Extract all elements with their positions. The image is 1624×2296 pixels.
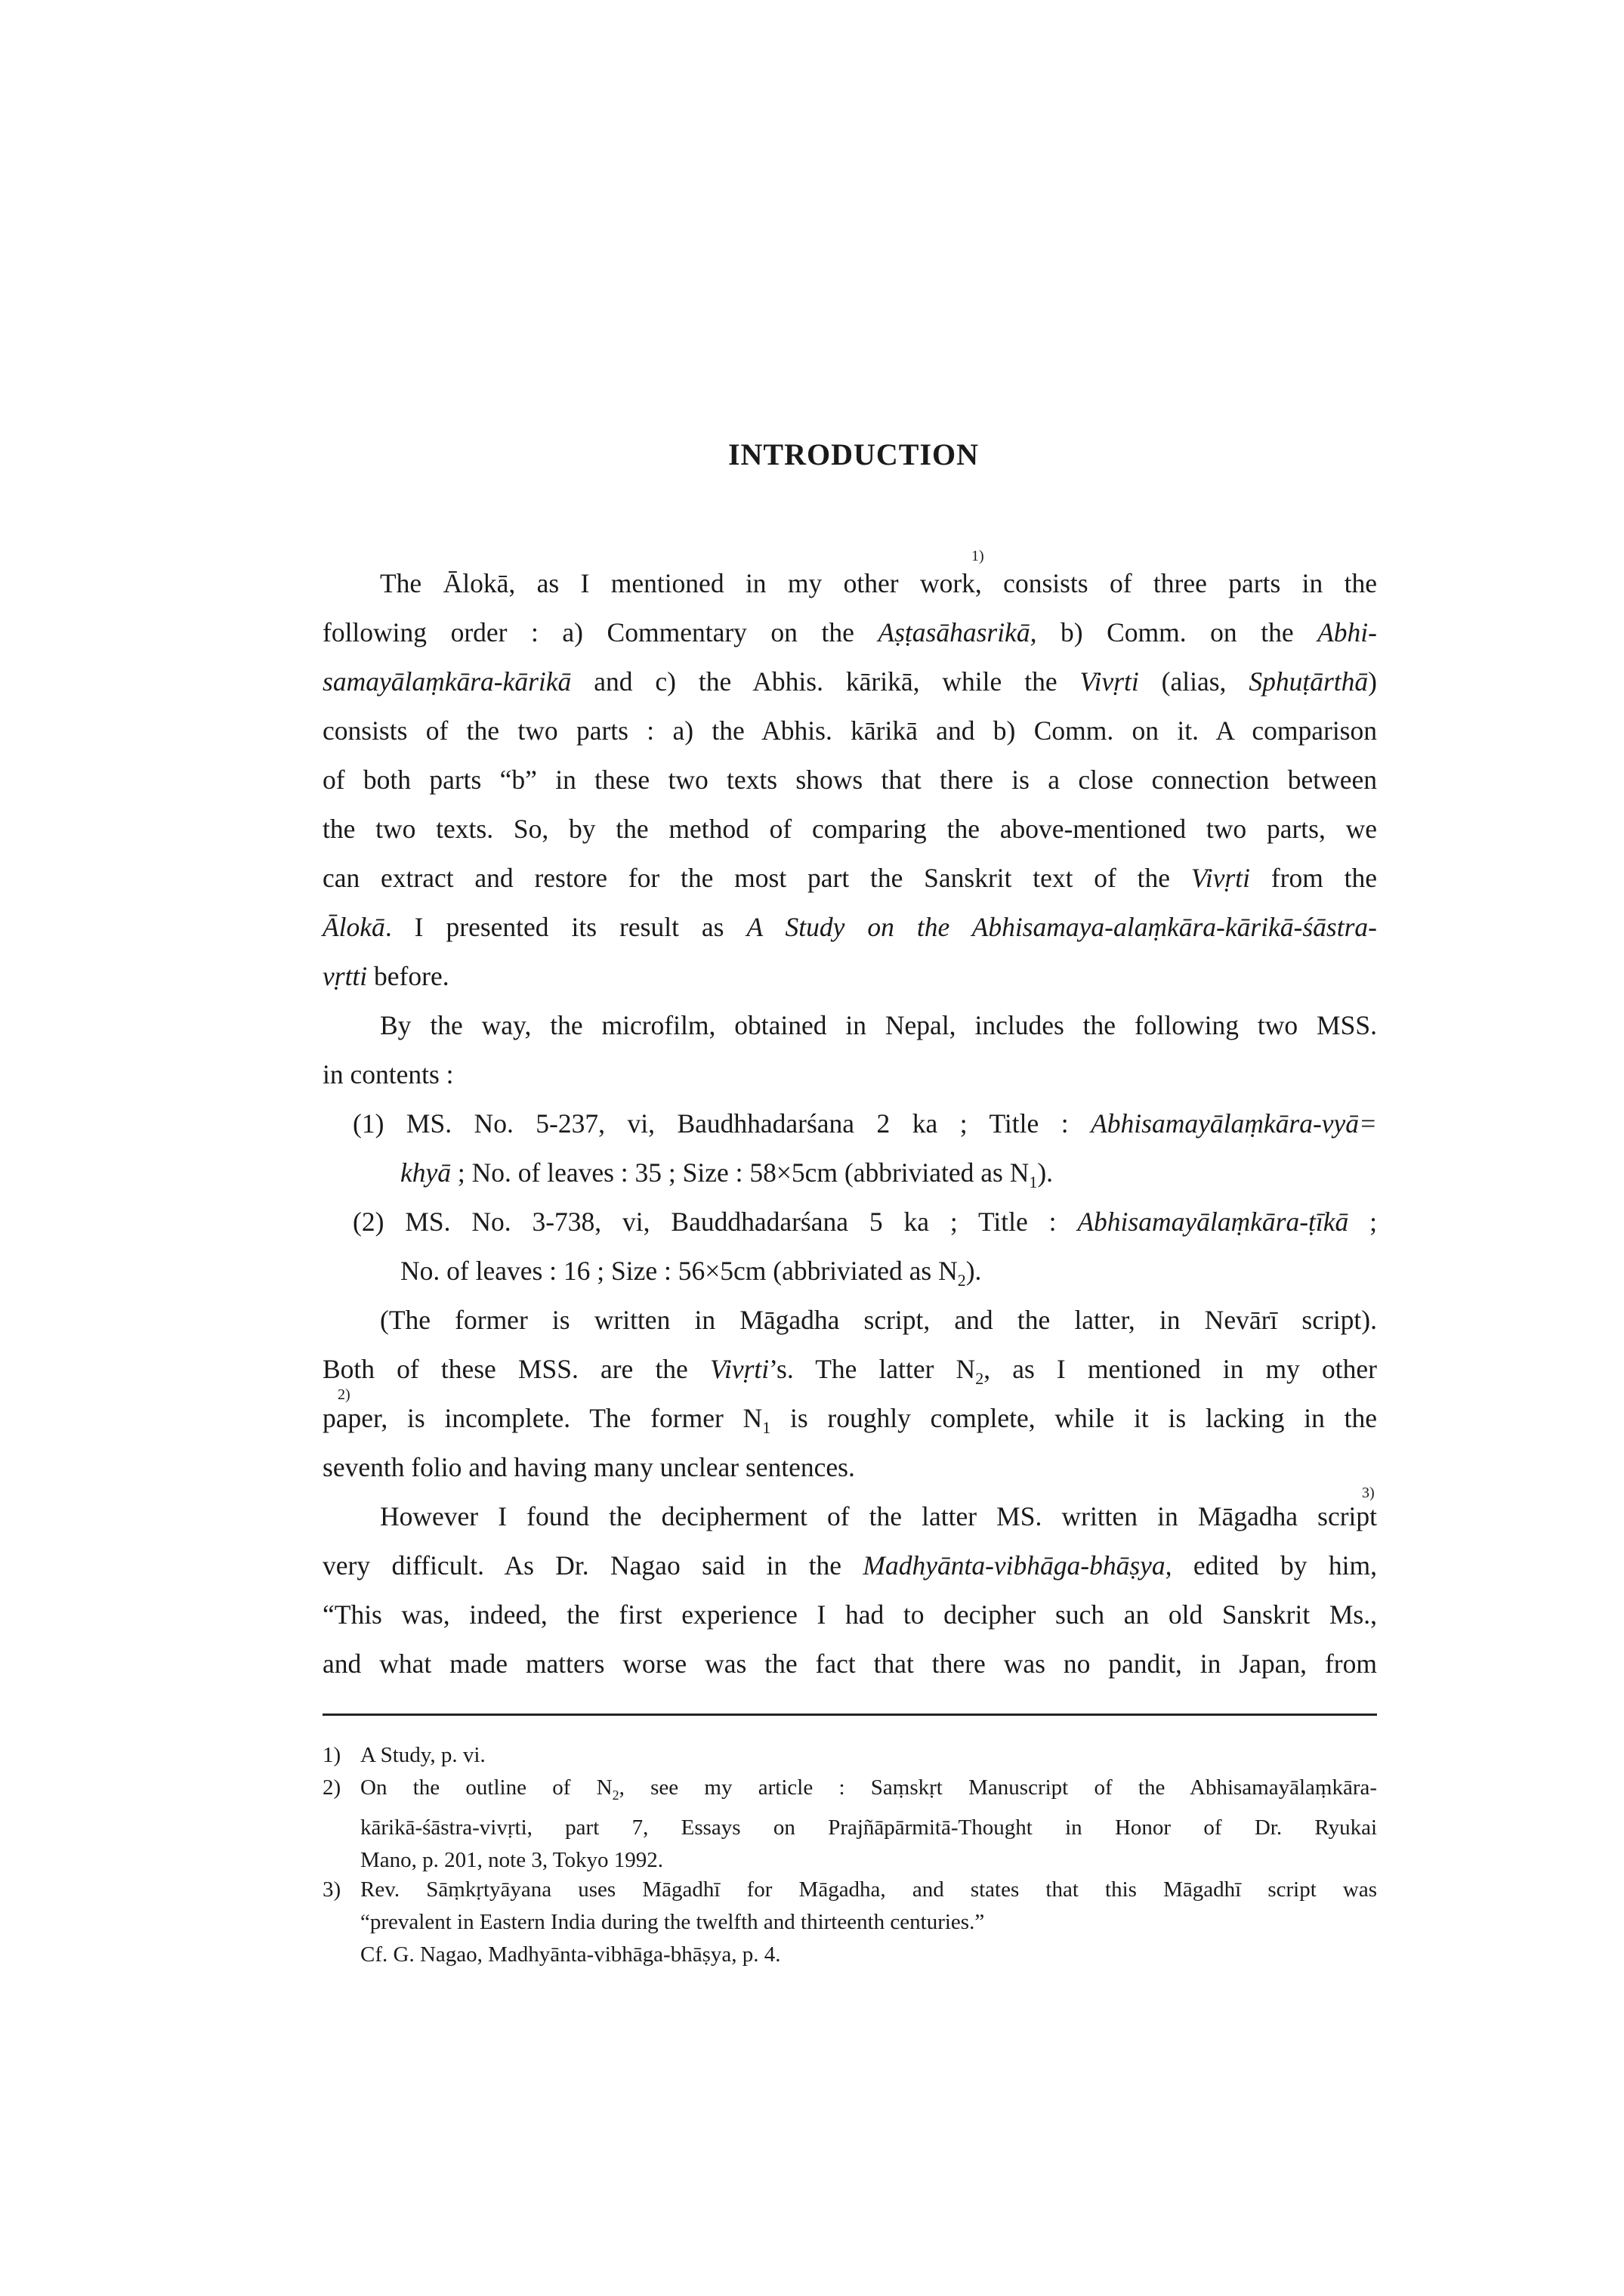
body-line: paper, is incomplete. The former $N_1$ is roughly complete, while it is lacking in the <box>323 1403 1377 1438</box>
footnote-text: “prevalent in Eastern India during the twelfth and thirteenth centuries.” <box>360 1910 985 1934</box>
footnote-number: 1) <box>323 1743 341 1767</box>
body-line: consists of the two parts : a) the Abhis. kārikā and b) Comm. on it. A comparison <box>323 715 1377 746</box>
paragraph-4 <box>323 1492 1377 1689</box>
footnote-number: 3) <box>323 1877 341 1902</box>
body-line: the two texts. So, by the method of comparing the above-mentioned two parts, we <box>323 814 1377 844</box>
footnote-3: 3) Rev. Sāṃkṛtyāyana uses Māgadhī for Māgadha, and states that this Māgadhī script was “prevalent in Eastern India during the twelfth and thirteenth centuries.” Cf. G. Nagao, Madhyānta-vibhāga-bhāṣya, p. 4. <box>323 1874 1377 1971</box>
body-line: By the way, the microfilm, obtained in Nepal, includes the following two MSS. <box>380 1010 1377 1040</box>
body-line: seventh folio and having many unclear sentences. <box>323 1452 855 1482</box>
body-line: No. of leaves : 16 ; Size : 56×5cm (abbriviated as $N_2$). <box>400 1256 982 1290</box>
body-line: (The former is written in Māgadha script, and the latter, in Nevārī script). <box>380 1305 1377 1335</box>
footnote-text: Cf. G. Nagao, Madhyānta-vibhāga-bhāṣya, p. 4. <box>360 1942 781 1967</box>
body-line: The Ālokā, as I mentioned in my other work, consists of three parts in the <box>380 568 1377 598</box>
footnote-ref-3: 3) <box>1362 1485 1375 1501</box>
body-line: However I found the decipherment of the latter MS. written in Māgadha script <box>380 1501 1377 1531</box>
body-line: vṛtti before. <box>323 961 449 991</box>
footnote-text: A Study, p. vi. <box>360 1743 486 1767</box>
body-line: of both parts “b” in these two texts shows that there is a close connection between <box>323 765 1377 795</box>
footnote-text: Mano, p. 201, note 3, Tokyo 1992. <box>360 1847 664 1872</box>
footnote-ref-2: 2) <box>338 1386 350 1403</box>
body-line: can extract and restore for the most part the Sanskrit text of the Vivṛti from the <box>323 863 1377 893</box>
body-line: in contents : <box>323 1059 454 1089</box>
manuscript-item-2 <box>323 1197 1377 1296</box>
body-line: following order : a) Commentary on the Aṣṭasāhasrikā, b) Comm. on the Abhi- <box>323 617 1377 647</box>
paragraph-1 <box>323 559 1377 1001</box>
paragraph-3 <box>323 1296 1377 1492</box>
paragraph-2 <box>323 1001 1377 1099</box>
body-line: Ālokā. I presented its result as A Study on the Abhisamaya-alaṃkāra-kārikā-śāstra- <box>323 912 1377 942</box>
footnote-1 <box>323 1739 1377 1772</box>
body-line: Both of these MSS. are the Vivṛti’s. The latter $N_2$, as I mentioned in my other <box>323 1354 1377 1389</box>
footnote-text: kārikā-śāstra-vivṛti, part 7, Essays on Prajñāpārmitā-Thought in Honor of Dr. Ryukai <box>360 1815 1377 1840</box>
footnote-separator <box>323 1714 1377 1716</box>
body-line: samayālaṃkāra-kārikā and c) the Abhis. kārikā, while the Vivṛti (alias, Sphuṭārthā) <box>323 666 1377 697</box>
body-line: (1) MS. No. 5-237, vi, Baudhhadarśana 2 ka ; Title : Abhisamayālaṃkāra-vyā= <box>353 1108 1377 1139</box>
footnote-ref-1: 1) <box>971 548 984 564</box>
manuscript-item-1 <box>323 1099 1377 1197</box>
page-title: INTRODUCTION <box>727 437 980 471</box>
body-line: (2) MS. No. 3-738, vi, Bauddhadarśana 5 ka ; Title : Abhisamayālaṃkāra-ṭīkā ; <box>353 1207 1377 1237</box>
body-line: very difficult. As Dr. Nagao said in the Madhyānta-vibhāga-bhāṣya, edited by him, <box>323 1550 1378 1581</box>
body-line: “This was, indeed, the first experience I had to decipher such an old Sanskrit Ms., <box>323 1599 1377 1630</box>
footnote-number: 2) <box>323 1775 341 1800</box>
body-line: khyā ; No. of leaves : 35 ; Size : 58×5cm (abbriviated as $N_1$). <box>400 1157 1054 1192</box>
body-line: and what made matters worse was the fact that there was no pandit, in Japan, from <box>323 1649 1377 1679</box>
footnote-2: 2) On the outline of $N_2$, see my article : Saṃskṛt Manuscript of the Abhisamayālaṃkāra- kārikā-śāstra-vivṛti, part 7, Essays on Prajñāpārmitā-Thought in Honor of Dr. Ryukai Mano, p. 201, note 3, Tokyo 1992. <box>323 1772 1377 1877</box>
